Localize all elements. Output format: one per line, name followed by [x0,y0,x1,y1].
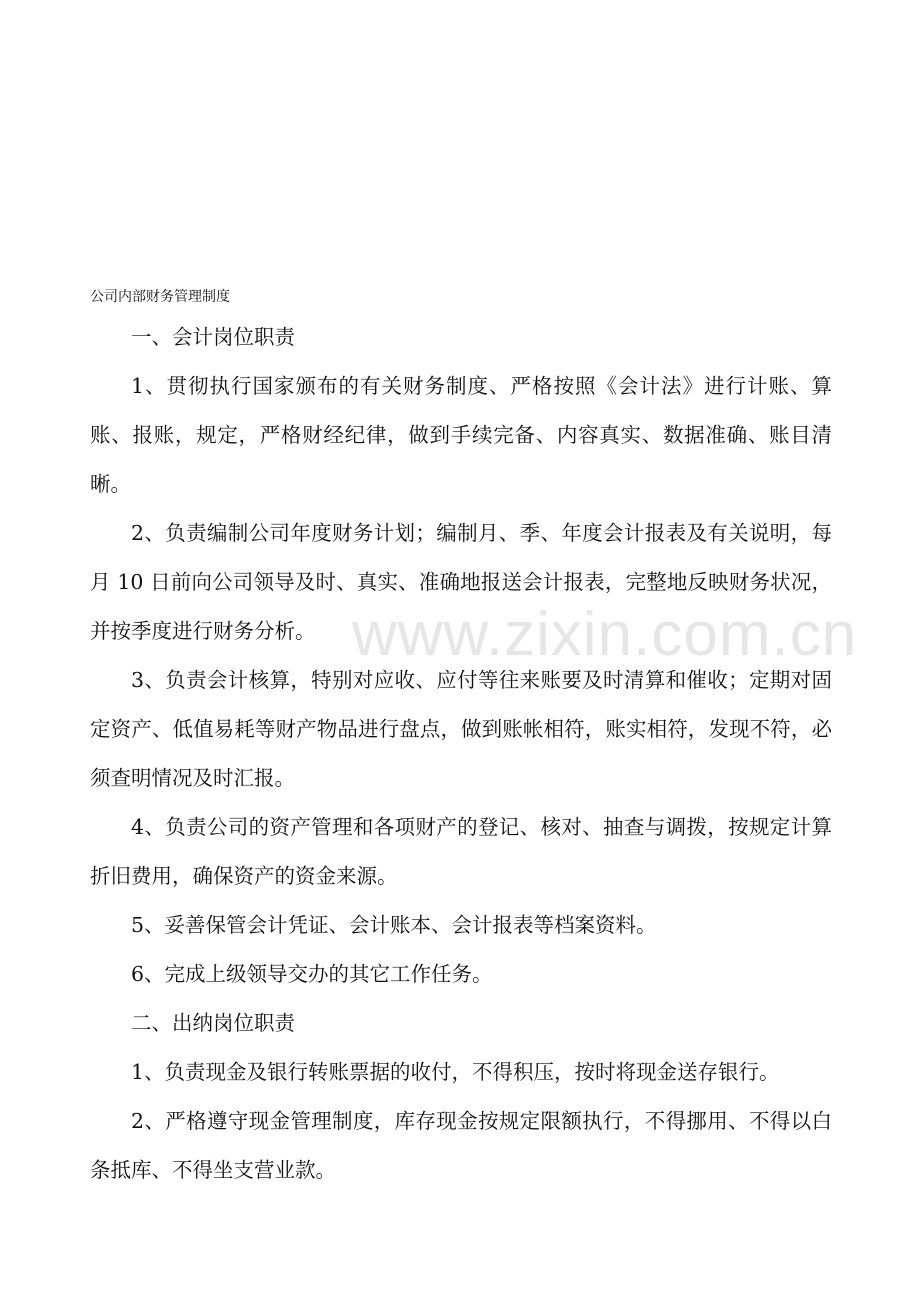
paragraph-cashier-2: 2、严格遵守现金管理制度，库存现金按规定限额执行，不得挪用、不得以白条抵库、不得坐支营业款。 [90,1109,832,1182]
paragraph-cashier-1: 1、负责现金及银行转账票据的收付，不得积压，按时将现金送存银行。 [131,1060,780,1084]
paragraph-accounting-5: 5、妥善保管会计凭证、会计账本、会计报表等档案资料。 [131,913,657,937]
section-heading-cashier: 二、出纳岗位职责 [131,1011,295,1035]
document-title: 公司内部财务管理制度 [90,289,230,305]
paragraph-accounting-2: 2、负责编制公司年度财务计划；编制月、季、年度会计报表及有关说明，每月 10 日前向公司领导及时、真实、准确地报送会计报表，完整地反映财务状况，并按季度进行财务分析。 [90,521,832,643]
paragraph-accounting-1: 1、贯彻执行国家颁布的有关财务制度、严格按照《会计法》进行计账、算账、报账，规定，严格财经纪律，做到手续完备、内容真实、数据准确、账目清晰。 [90,374,832,496]
paragraph-accounting-3: 3、负责会计核算，特别对应收、应付等往来账要及时清算和催收；定期对固定资产、低值易耗等财产物品进行盘点，做到账帐相符，账实相符，发现不符，必须查明情况及时汇报。 [90,668,832,790]
paragraph-accounting-4: 4、负责公司的资产管理和各项财产的登记、核对、抽查与调拨，按规定计算折旧费用，确保资产的资金来源。 [90,815,832,888]
section-heading-accounting: 一、会计岗位职责 [131,325,295,349]
watermark-text: www.zixin.com.cn [352,600,858,669]
paragraph-accounting-6: 6、完成上级领导交办的其它工作任务。 [131,962,493,986]
document-body [90,313,858,1195]
